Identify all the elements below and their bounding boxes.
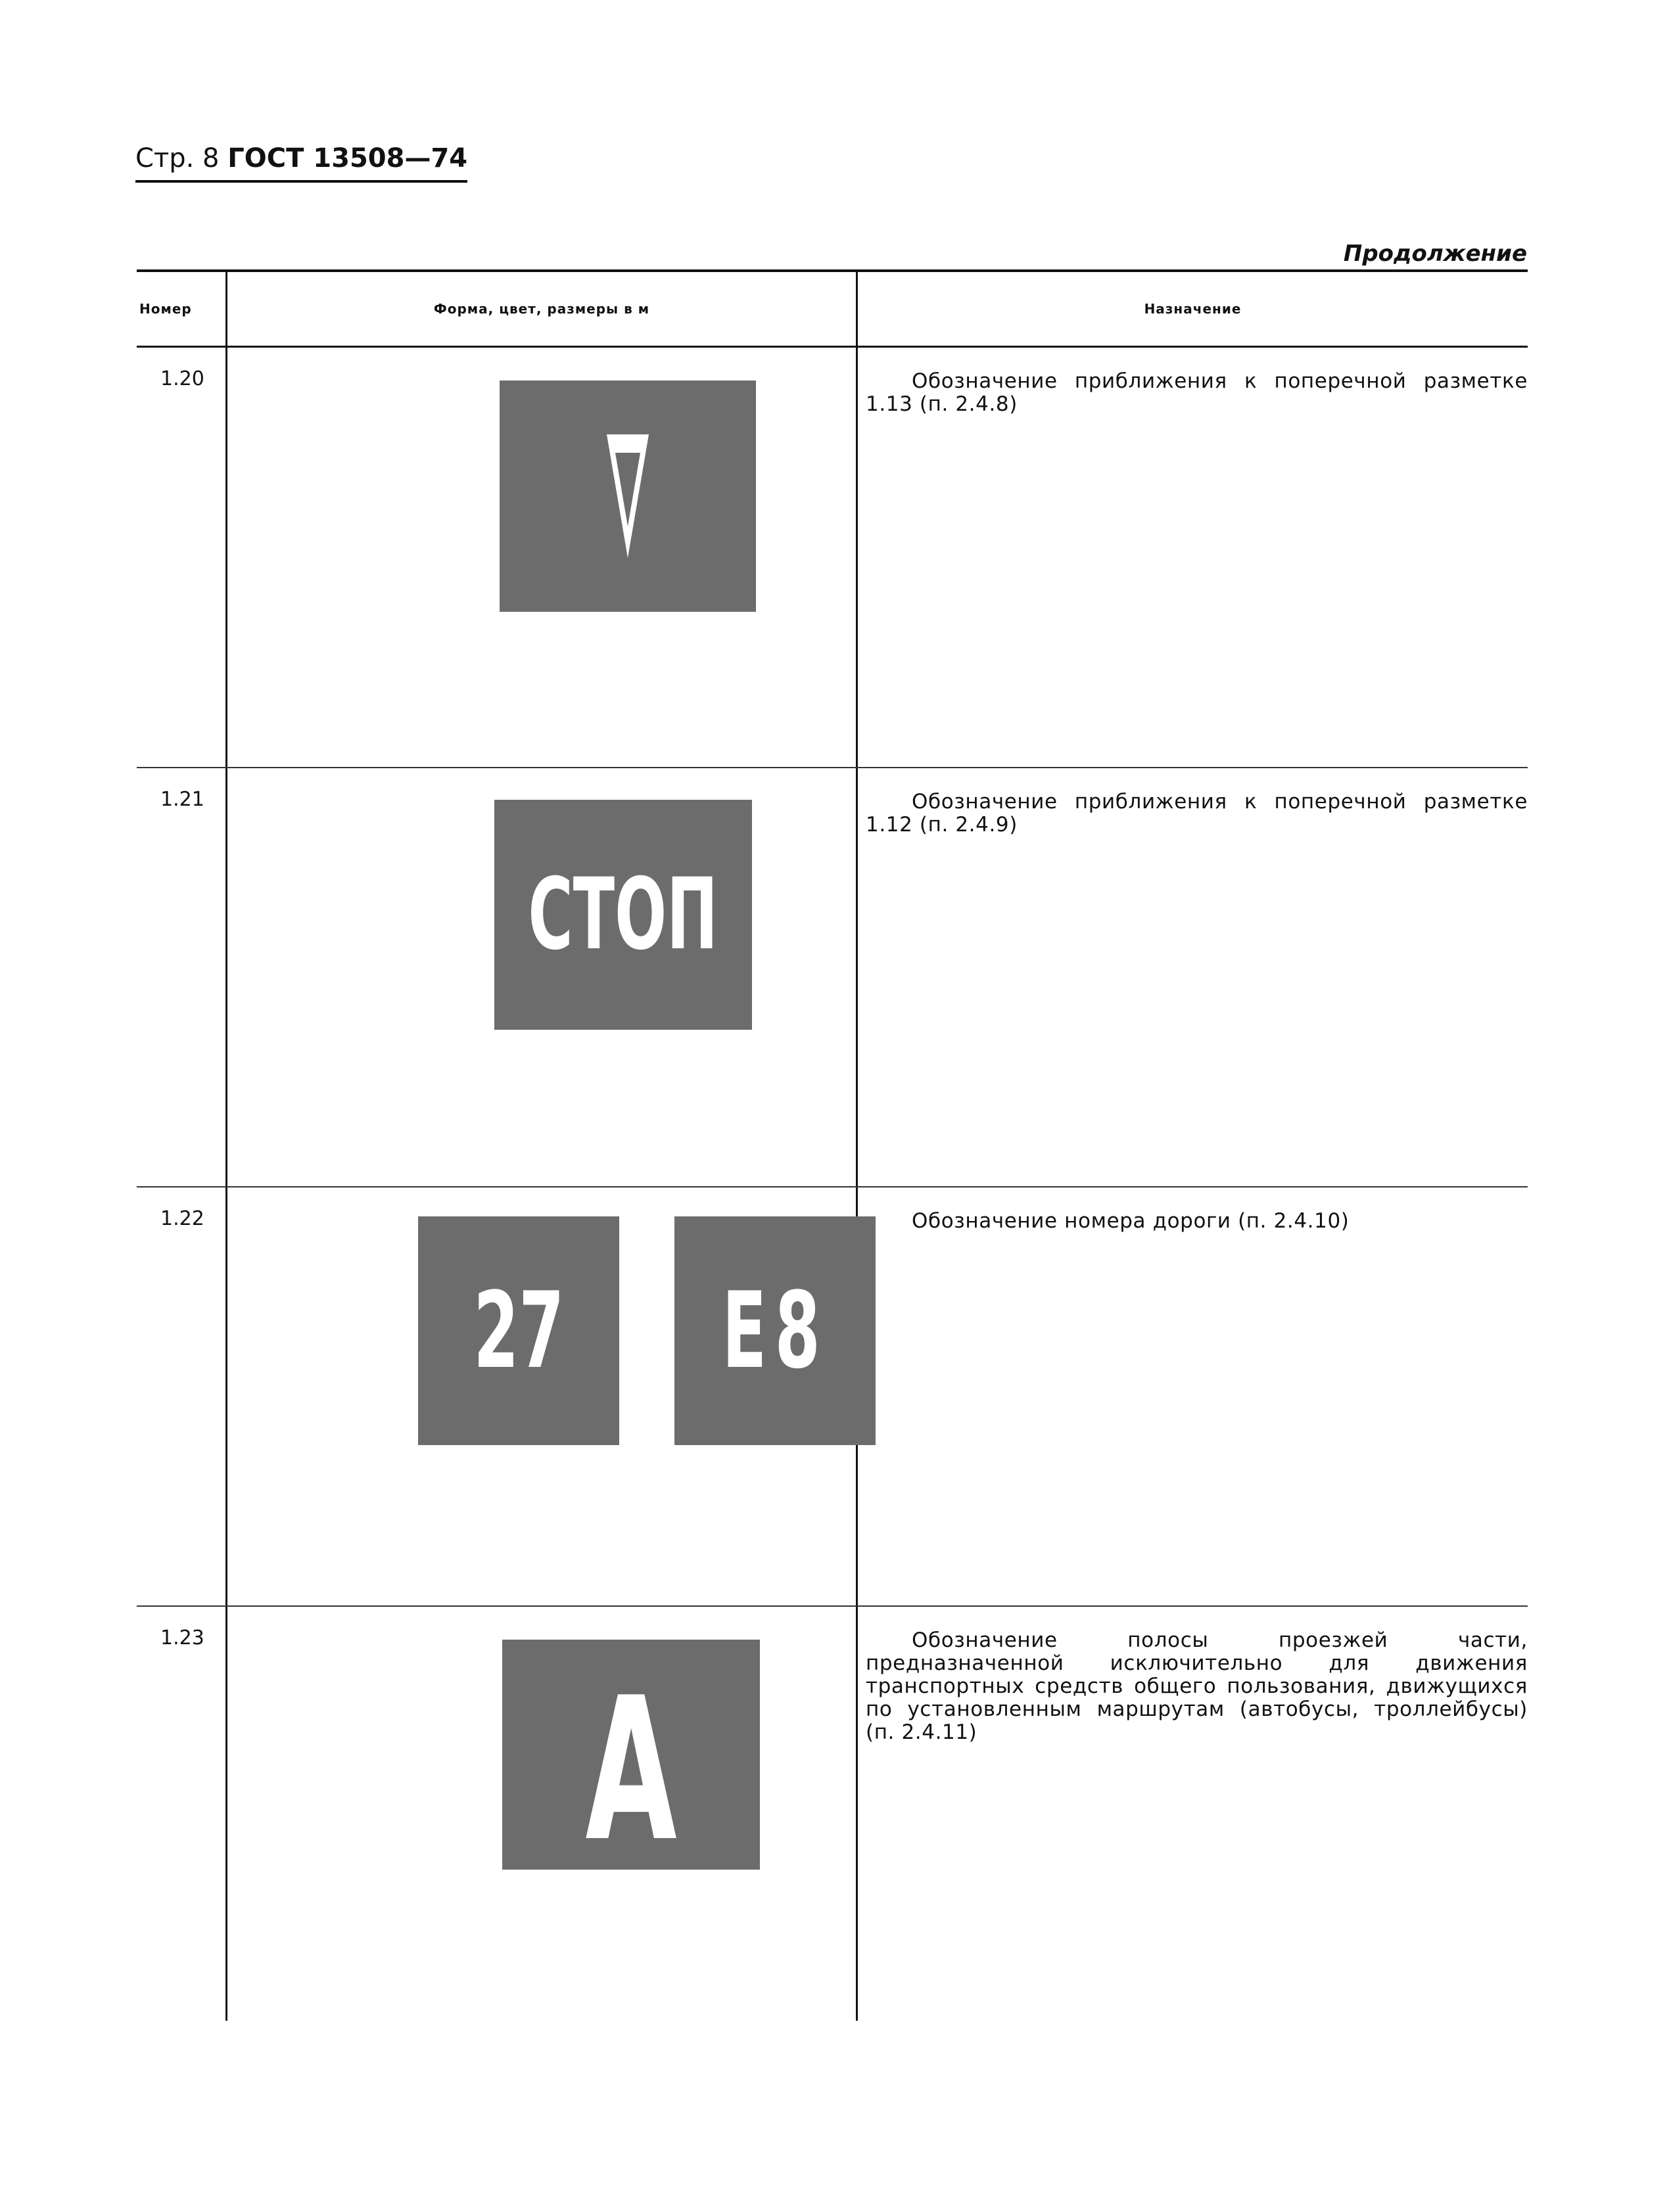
row-purpose: Обозначение приближения к поперечной разметке 1.13 (п. 2.4.8): [866, 369, 1528, 416]
continuation-label: Продолжение: [1343, 241, 1527, 267]
marking-plate: [502, 1640, 760, 1885]
plate-text: СТОП: [528, 858, 718, 972]
plate-text: А: [585, 1655, 677, 1885]
row-number: 1.20: [160, 367, 204, 390]
marking-plate: [494, 800, 752, 1030]
row-purpose: Обозначение номера дороги (п. 2.4.10): [912, 1209, 1350, 1233]
marking-plate: [674, 1216, 876, 1445]
table-row: [137, 768, 1528, 1187]
markings-table: [137, 269, 1528, 2021]
page-header: [135, 143, 467, 183]
column-header-purpose: Назначение: [858, 272, 1528, 348]
row-form-cell: [225, 1187, 858, 1605]
table-row: [137, 348, 1528, 768]
marking-plate: [418, 1216, 619, 1445]
marking-plate: [500, 380, 756, 612]
row-number: 1.21: [160, 788, 204, 811]
row-form-cell: [225, 348, 858, 767]
row-purpose: Обозначение приближения к поперечной разметке 1.12 (п. 2.4.9): [866, 790, 1528, 837]
plate-text: E8: [722, 1269, 828, 1392]
triangle-icon: [607, 434, 649, 558]
row-purpose: Обозначение полосы проезжей части, предназначенной исключительно для движения транспортных средств общего пользования, движущихся по установленным маршрутам (автобусы, троллейбусы) (п. 2.4.11): [866, 1628, 1528, 1744]
table-header: [137, 272, 1528, 348]
table-row: [137, 1187, 1528, 1607]
column-header-number: Номер: [137, 272, 225, 348]
table-row: [137, 1607, 1528, 2021]
row-form-cell: [225, 1607, 858, 2021]
page-label: Стр. 8: [135, 143, 220, 173]
row-number: 1.23: [160, 1626, 204, 1649]
standard-number: ГОСТ 13508—74: [227, 143, 468, 173]
column-header-form: Форма, цвет, размеры в м: [225, 272, 858, 348]
row-form-cell: [225, 768, 858, 1186]
plate-text: 27: [473, 1269, 565, 1392]
row-number: 1.22: [160, 1207, 204, 1230]
